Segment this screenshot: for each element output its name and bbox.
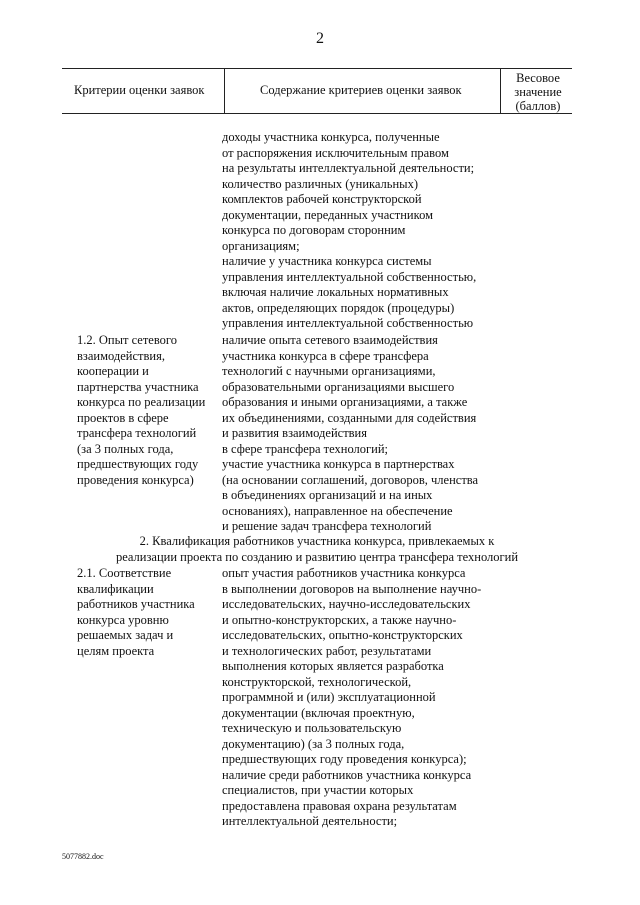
header-criteria: Критерии оценки заявок — [74, 83, 205, 97]
row2-criterion: 2.1. Соответствие квалификации работников участника конкурса уровню решаемых задач и целям проекта — [77, 566, 195, 658]
section-2-heading: 2. Квалификация работников участника конкурса, привлекаемых к реализации проекта по созданию и развитию центра трансфера технологий — [115, 534, 519, 564]
column-divider — [500, 69, 501, 113]
row1-criterion: 1.2. Опыт сетевого взаимодействия, кооперации и партнерства участника конкурса по реализации проектов в сфере трансфера технологий (за 3 полных года, предшествующих году проведения конкурса) — [77, 333, 206, 487]
column-divider — [224, 69, 225, 113]
file-name: 5077882.doc — [62, 852, 104, 861]
row0-content: доходы участника конкурса, полученные от распоряжения исключительным правом на результаты интеллектуальной деятельности; количество различных (уникальных) комплектов рабочей конструкторской документации, переданных участником конкурса по договорам сторонним организациям; наличие у участника конкурса системы управления интеллектуальной собственностью, включая наличие локальных нормативных актов, определяющих порядок (процедуры) управления интеллектуальной собственностью — [222, 130, 477, 330]
table-header — [62, 68, 572, 114]
header-weight: Весовое значение (баллов) — [514, 71, 562, 113]
row2-content: опыт участия работников участника конкурса в выполнении договоров на выполнение научно- исследовательских, научно-исследовательских и опытно-конструкторских, а также научно- исследовательских, опытно-конструкторских и технологических работ, результатами выполнения которых является разработка конструкторской, технологической, программной и (или) эксплуатационной документации (включая проектную, техническую и пользовательскую документацию) (за 3 полных года, предшествующих году проведения конкурса); наличие среди работников участника конкурса специалистов, при участии которых предоставлена правовая охрана результатам интеллектуальной деятельности; — [222, 566, 482, 828]
row1-content: наличие опыта сетевого взаимодействия участника конкурса в сфере трансфера технологий с научными организациями, образовательными организациями высшего образования и иными организациями, а также их объединениями, созданными для содействия и развития взаимодействия в сфере трансфера технологий; участие участника конкурса в партнерствах (на основании соглашений, договоров, членства в объединениях организаций и на иных основаниях), направленное на обеспечение и решение задач трансфера технологий — [222, 333, 479, 533]
header-content: Содержание критериев оценки заявок — [260, 83, 462, 97]
page-number: 2 — [316, 30, 324, 47]
